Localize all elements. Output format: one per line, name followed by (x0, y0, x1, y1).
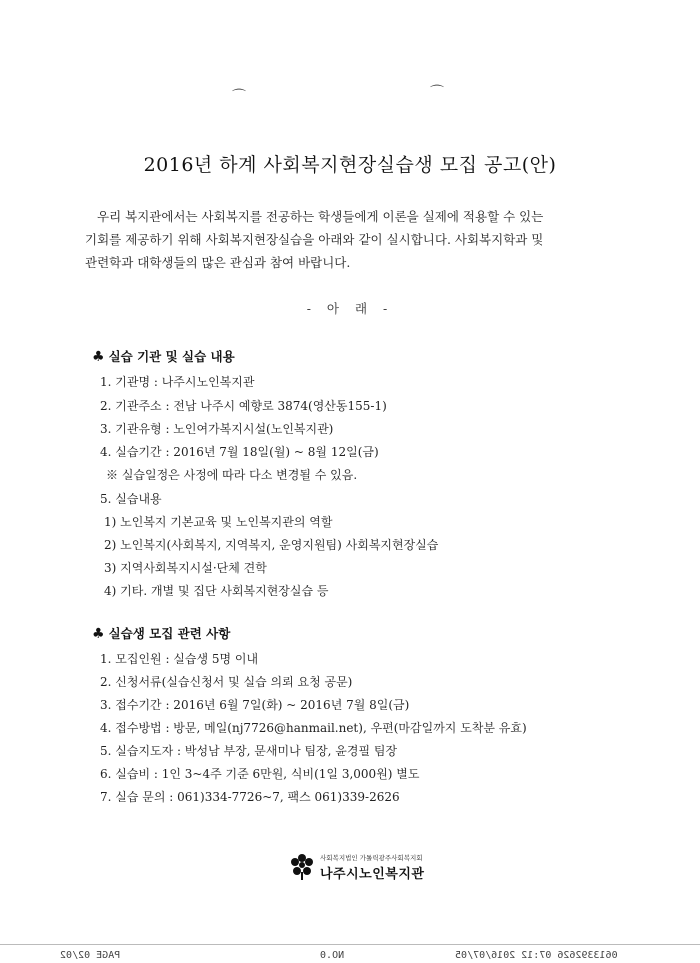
scan-mark: ⌒ (232, 89, 246, 105)
section1-item: 5. 실습내용 (100, 492, 162, 506)
section2-item: 5. 실습지도자 : 박성남 부장, 문새미나 팀장, 윤경필 팀장 (100, 744, 398, 758)
fax-header-text: 0613392626 07:12 2016/07/05 (455, 950, 618, 961)
logo-name: 나주시노인복지관 (320, 867, 425, 882)
intro-line: 우리 복지관에서는 사회복지를 전공하는 학생들에게 이론을 실제에 적용할 수 있는 (97, 209, 544, 224)
club-icon: ♣ (92, 626, 105, 642)
section2-item: 3. 접수기간 : 2016년 6월 7일(화) ~ 2016년 7월 8일(금) (100, 698, 410, 712)
flower-emblem-icon (288, 852, 316, 880)
section2-item: 4. 접수방법 : 방문, 메일(nj7726@hanmail.net), 우편(마감일까지 도착분 유효) (100, 721, 527, 735)
section2-item: 6. 실습비 : 1인 3~4주 기준 6만원, 식비(1일 3,000원) 별도 (100, 767, 420, 781)
section1-item: 4. 실습기간 : 2016년 7월 18일(월) ~ 8월 12일(금) (100, 445, 379, 459)
document-title: 2016년 하계 사회복지현장실습생 모집 공고(안) (143, 154, 557, 176)
fax-header-text: NO.0 (320, 950, 345, 961)
scan-mark: ⌒ (430, 85, 444, 101)
scan-edge-line (0, 944, 700, 945)
intro-paragraph (85, 205, 625, 274)
section1-note: ※ 실습일정은 사정에 따라 다소 변경될 수 있음. (106, 468, 358, 482)
content-subitem: 2) 노인복지(사회복지, 지역복지, 운영지원팀) 사회복지현장실습 (104, 538, 439, 552)
intro-line: 기회를 제공하기 위해 사회복지현장실습을 아래와 같이 실시합니다. 사회복지학과 및 (85, 232, 544, 247)
club-icon: ♣ (92, 349, 105, 365)
section1-item: 1. 기관명 : 나주시노인복지관 (100, 375, 255, 389)
section2-item: 1. 모집인원 : 실습생 5명 이내 (100, 652, 259, 666)
below-marker: - 아 래 - (306, 301, 394, 316)
logo-subtitle: 사회복지법인 가톨릭광주사회복지회 (320, 854, 423, 862)
content-subitem: 1) 노인복지 기본교육 및 노인복지관의 역할 (104, 515, 333, 529)
content-subitem: 3) 지역사회복지시설·단체 견학 (104, 561, 267, 575)
section1-item: 3. 기관유형 : 노인여가복지시설(노인복지관) (100, 422, 334, 436)
fax-header-text: PAGE 02/02 (60, 950, 121, 961)
intro-line: 관련학과 대학생들의 많은 관심과 참여 바랍니다. (85, 255, 351, 270)
section2-item: 2. 신청서류(실습신청서 및 실습 의뢰 요청 공문) (100, 675, 353, 689)
section-heading: ♣ 실습생 모집 관련 사항 (92, 626, 231, 642)
organization-logo (288, 848, 448, 884)
section-heading: ♣ 실습 기관 및 실습 내용 (92, 349, 235, 365)
section1-item: 2. 기관주소 : 전남 나주시 예향로 3874(영산동155-1) (100, 399, 387, 413)
content-subitem: 4) 기타. 개별 및 집단 사회복지현장실습 등 (104, 584, 329, 598)
section2-item: 7. 실습 문의 : 061)334-7726~7, 팩스 061)339-2626 (100, 790, 400, 804)
